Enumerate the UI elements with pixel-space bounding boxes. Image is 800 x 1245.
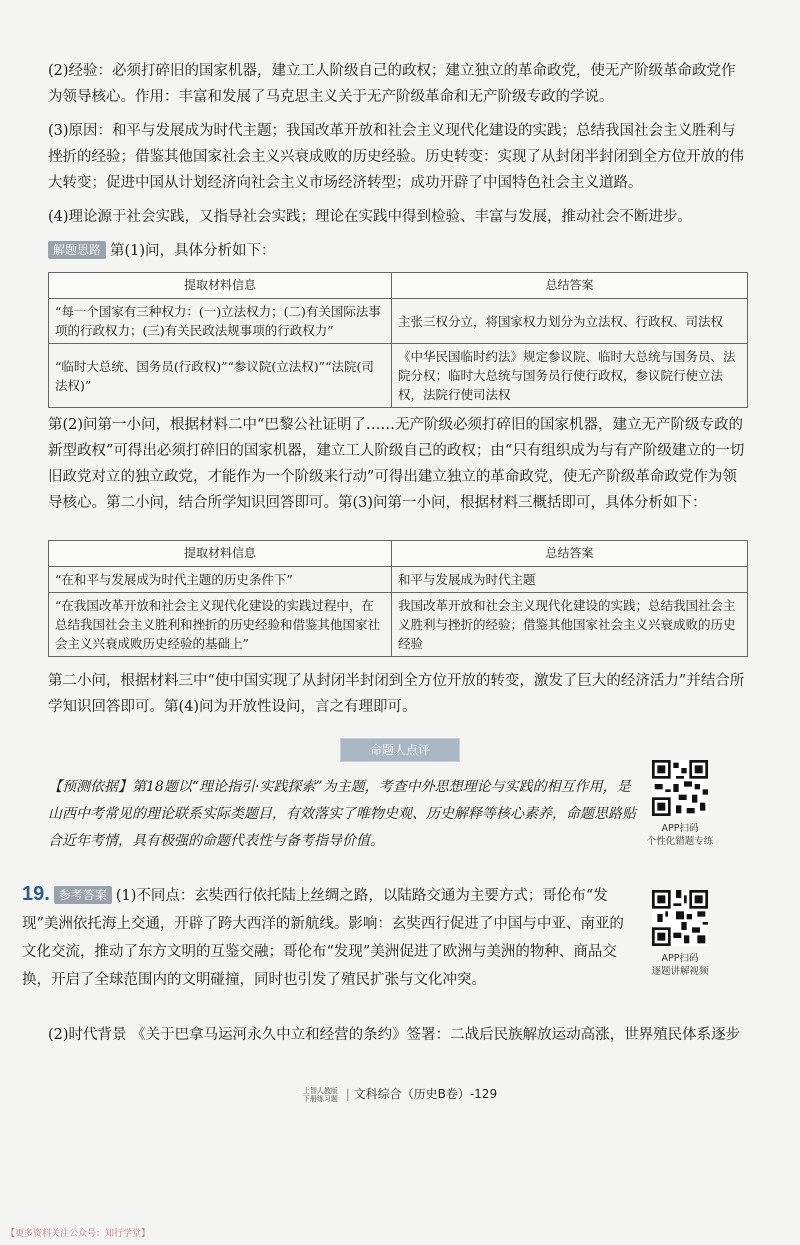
reference-answer-tag: 参考答案 xyxy=(54,886,112,904)
table-header: 提取材料信息 xyxy=(49,273,392,299)
table-cell: “在我国改革开放和社会主义现代化建设的实践过程中，在总结我国社会主义胜利和挫折的历史经验和借鉴其他国家社会主义兴衰成败历史经验的基础上” xyxy=(49,593,392,657)
answer-q3: (3)原因：和平与发展成为时代主题；我国改革开放和社会主义现代化建设的实践；总结我国社会主义胜利与挫折的经验；借鉴其他国家社会主义兴衰成败的历史经验。历史转变：实现了从封闭半封闭到全方位开放的伟大转变；促进中国从计划经济向社会主义市场经济转型；成功开辟了中国特色社会主义道路。 xyxy=(48,123,744,191)
qr-caption-line: APP扫码 xyxy=(661,953,699,964)
table-header: 总结答案 xyxy=(392,273,748,299)
table-header: 总结答案 xyxy=(392,541,748,567)
publisher-logo xyxy=(303,1087,338,1103)
analysis-table-1 xyxy=(48,272,748,408)
commentary-text: 【预测依据】第18题以“理论指引·实践探索”为主题，考查中外思想理论与实践的相互作用，是山西中考常见的理论联系实际类题目，有效落实了唯物史观、历史解释等核心素养，命题思路贴合近年考情，具有极强的命题代表性与备考指导价值。 xyxy=(48,779,636,849)
question-number: 19. xyxy=(22,883,50,905)
table-header-row xyxy=(49,541,748,567)
table-cell: 我国改革开放和社会主义现代化建设的实践；总结我国社会主义胜利与挫折的经验；借鉴其他国家社会主义兴衰成败的历史经验 xyxy=(392,593,748,657)
logo-line: 上智人教版 xyxy=(302,1086,338,1095)
analysis-intro: 第(1)问，具体分析如下： xyxy=(110,243,276,259)
footer-text: 文科综合（历史B卷）-129 xyxy=(353,1087,498,1101)
analysis-intro-line xyxy=(48,238,748,264)
qr-code-icon[interactable] xyxy=(652,890,708,946)
table-cell: 和平与发展成为时代主题 xyxy=(392,567,748,593)
page-footer xyxy=(0,1085,800,1103)
question-19-part1: (1)不同点：玄奘西行依托陆上丝绸之路，以陆路交通为主要方式；哥伦布“发现”美洲依托海上交通，开辟了跨大西洋的新航线。影响：玄奘西行促进了中国与中亚、南亚的文化交流，推动了东方文明的互鉴交融；哥伦布“发现”美洲促进了欧洲与美洲的物种、商品交换，开启了全球范围内的文明碰撞，同时也引发了殖民扩张与文化冲突。 xyxy=(22,888,624,988)
answer-q2: (2)经验：必须打碎旧的国家机器，建立工人阶级自己的政权；建立独立的革命政党，使无产阶级革命政党作为领导核心。作用：丰富和发展了马克思主义关于无产阶级革命和无产阶级专政的学说。 xyxy=(48,63,736,105)
analysis-table-2 xyxy=(48,540,748,657)
table-cell: 主张三权分立，将国家权力划分为立法权、行政权、司法权 xyxy=(392,299,748,344)
table-row xyxy=(49,344,748,408)
question-19-answer xyxy=(22,880,632,994)
answer-q4: (4)理论源于社会实践，又指导社会实践；理论在实践中得到检验、丰富与发展，推动社会不断进步。 xyxy=(48,209,693,225)
table-cell: “临时大总统、国务员(行政权)”“参议院(立法权)”“法院(司法权)” xyxy=(49,344,392,408)
table-row xyxy=(49,299,748,344)
table-header: 提取材料信息 xyxy=(49,541,392,567)
analysis-q2-q3: 第(2)问第一小问，根据材料二中“巴黎公社证明了……无产阶级必须打碎旧的国家机器，建立无产阶级专政的新型政权”可得出必须打碎旧的国家机器，建立工人阶级自己的政权；由“只有组织成为与有产阶级建立的一切旧政党对立的独立政党，才能作为一个阶级来行动”可得出建立独立的革命政党，使无产阶级革命政党作为领导核心。第二小问，结合所学知识回答即可。第(3)问第一小问，根据材料三概括即可，具体分析如下： xyxy=(48,417,745,511)
table-cell: 《中华民国临时约法》规定参议院、临时大总统与国务员、法院分权；临时大总统与国务员行使行政权，参议院行使立法权，法院行使司法权 xyxy=(392,344,748,408)
qr-caption xyxy=(622,952,738,978)
table-row xyxy=(49,593,748,657)
table-cell: “在和平与发展成为时代主题的历史条件下” xyxy=(49,567,392,593)
corner-note: 【更多资料关注公众号：知行学堂】 xyxy=(6,1229,151,1239)
table-header-row xyxy=(49,273,748,299)
qr-code-icon[interactable] xyxy=(652,760,708,816)
analysis-tag: 解题思路 xyxy=(48,241,106,259)
commentary-banner: 命题人点评 xyxy=(340,738,460,762)
question-19-part2: (2)时代背景 《关于巴拿马运河永久中立和经营的条约》签署：二战后民族解放运动高涨，世界殖民体系逐步 xyxy=(48,1027,741,1043)
footer-divider: | xyxy=(345,1087,350,1101)
analysis-q3-q4: 第二小问，根据材料三中“使中国实现了从封闭半封闭到全方位开放的转变，激发了巨大的经济活力”并结合所学知识回答即可。第(4)问为开放性设问，言之有理即可。 xyxy=(48,673,745,715)
qr-caption-line: 逐题讲解视频 xyxy=(651,966,709,977)
table-row xyxy=(49,567,748,593)
qr-caption-line: APP扫码 xyxy=(661,823,699,834)
table-cell: “每一个国家有三种权力：(一)立法权力；(二)有关国际法事项的行政权力；(三)有关民政法规事项的行政权力” xyxy=(49,299,392,344)
qr-caption-line: 个性化错题专练 xyxy=(646,836,714,847)
qr-caption xyxy=(622,822,738,848)
logo-line: 下册练习题 xyxy=(302,1094,338,1103)
